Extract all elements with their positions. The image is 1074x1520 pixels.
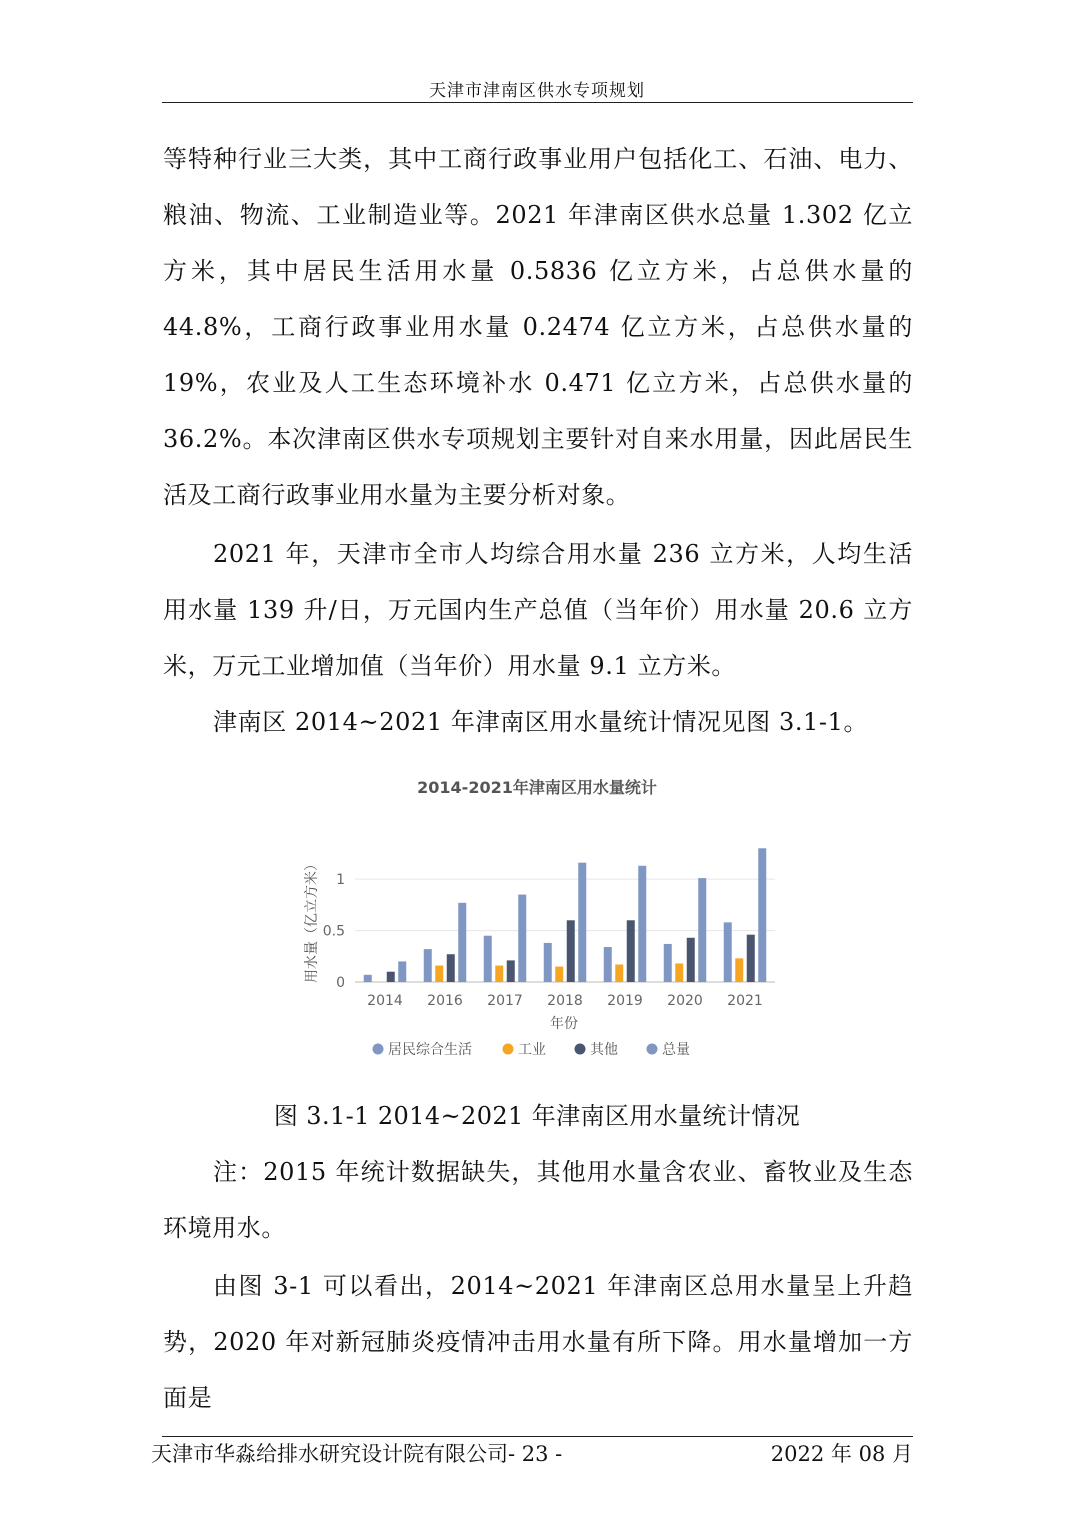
x-tick-label: 2021 bbox=[727, 993, 763, 1009]
paragraph-figure-reference: 津南区 2014~2021 年津南区用水量统计情况见图 3.1-1。 bbox=[213, 708, 869, 736]
legend-marker bbox=[575, 1044, 586, 1055]
footer-date: 2022 年 08 月 bbox=[770, 1442, 913, 1466]
paragraph-water-supply-2021: 等特种行业三大类，其中工商行政事业用户包括化工、石油、电力、粮油、物流、工业制造业等。2021 年津南区供水总量 1.302 亿立方米，其中居民生活用水量 0.5836 亿立方米，占总供水量的 44.8%，工商行政事业用水量 0.2474 亿立方米，占总供水量的 19%，农业及人工生态环境补水 0.471 亿立方米，占总供水量的 36.2%。本次津南区供水专项规划主要针对自来水用量，因此居民生活及工商行政事业用水量为主要分析对象。 bbox=[163, 145, 913, 509]
bar-居民综合生活-2021 bbox=[724, 922, 732, 982]
legend-label: 工业 bbox=[518, 1042, 546, 1058]
x-tick-label: 2014 bbox=[367, 993, 403, 1009]
chart-gridlines bbox=[355, 879, 775, 982]
bar-工业-2019 bbox=[615, 965, 623, 982]
footer-divider bbox=[162, 1436, 913, 1437]
bar-其他-2020 bbox=[687, 938, 695, 982]
bar-其他-2019 bbox=[627, 920, 635, 982]
bar-总量-2018 bbox=[578, 863, 586, 982]
bar-工业-2020 bbox=[675, 963, 683, 982]
x-tick-label: 2020 bbox=[667, 993, 703, 1009]
figure-caption: 图 3.1-1 2014~2021 年津南区用水量统计情况 bbox=[273, 1102, 801, 1130]
bar-居民综合生活-2017 bbox=[484, 936, 492, 982]
legend-label: 其他 bbox=[590, 1042, 618, 1058]
x-tick-label: 2018 bbox=[547, 993, 583, 1009]
water-usage-bar-chart bbox=[290, 768, 810, 1068]
bar-总量-2016 bbox=[458, 903, 466, 982]
y-tick-label: 1 bbox=[336, 872, 345, 889]
bar-工业-2021 bbox=[735, 958, 743, 982]
bar-居民综合生活-2014 bbox=[364, 975, 372, 982]
legend-label: 居民综合生活 bbox=[388, 1042, 472, 1058]
legend-marker bbox=[503, 1044, 514, 1055]
footer-company-page: 天津市华淼给排水研究设计院有限公司- 23 - bbox=[151, 1442, 563, 1466]
chart-y-ticks bbox=[323, 872, 345, 991]
x-tick-label: 2017 bbox=[487, 993, 523, 1009]
chart-legend bbox=[373, 1041, 691, 1058]
paragraph-trend-analysis: 由图 3-1 可以看出，2014~2021 年津南区总用水量呈上升趋势，2020 年对新冠肺炎疫情冲击用水量有所下降。用水量增加一方面是 bbox=[163, 1272, 913, 1412]
header-divider bbox=[162, 102, 913, 103]
chart-title: 2014-2021年津南区用水量统计 bbox=[417, 778, 657, 797]
bar-居民综合生活-2016 bbox=[424, 949, 432, 982]
legend-marker bbox=[647, 1044, 658, 1055]
chart-y-axis-label: 用水量（亿立方米） bbox=[304, 857, 320, 983]
bar-总量-2017 bbox=[518, 895, 526, 982]
bar-其他-2018 bbox=[567, 920, 575, 982]
bar-总量-2014 bbox=[398, 961, 406, 982]
bar-居民综合生活-2020 bbox=[664, 944, 672, 982]
legend-marker bbox=[373, 1044, 384, 1055]
bar-总量-2021 bbox=[758, 848, 766, 982]
bar-总量-2019 bbox=[638, 866, 646, 982]
bar-居民综合生活-2018 bbox=[544, 943, 552, 982]
x-tick-label: 2019 bbox=[607, 993, 643, 1009]
bar-总量-2020 bbox=[698, 878, 706, 982]
bar-工业-2017 bbox=[495, 966, 503, 982]
bar-居民综合生活-2019 bbox=[604, 947, 612, 982]
x-tick-label: 2016 bbox=[427, 993, 463, 1009]
bar-其他-2014 bbox=[387, 972, 395, 982]
chart-bars bbox=[364, 848, 767, 982]
chart-x-ticks bbox=[367, 993, 763, 1009]
page-header-title: 天津市津南区供水专项规划 bbox=[429, 81, 645, 101]
bar-其他-2016 bbox=[447, 954, 455, 982]
y-tick-label: 0 bbox=[336, 975, 345, 991]
bar-其他-2021 bbox=[747, 935, 755, 982]
bar-工业-2016 bbox=[435, 966, 443, 982]
chart-x-axis-label: 年份 bbox=[550, 1016, 578, 1032]
bar-其他-2017 bbox=[507, 960, 515, 982]
paragraph-note: 注：2015 年统计数据缺失，其他用水量含农业、畜牧业及生态环境用水。 bbox=[163, 1158, 913, 1242]
legend-label: 总量 bbox=[662, 1042, 690, 1058]
y-tick-label: 0.5 bbox=[322, 923, 345, 940]
bar-工业-2018 bbox=[555, 967, 563, 982]
paragraph-tianjin-water-use: 2021 年，天津市全市人均综合用水量 236 立方米，人均生活用水量 139 升/日，万元国内生产总值（当年价）用水量 20.6 立方米，万元工业增加值（当年价）用水量 9.1 立方米。 bbox=[163, 540, 913, 680]
